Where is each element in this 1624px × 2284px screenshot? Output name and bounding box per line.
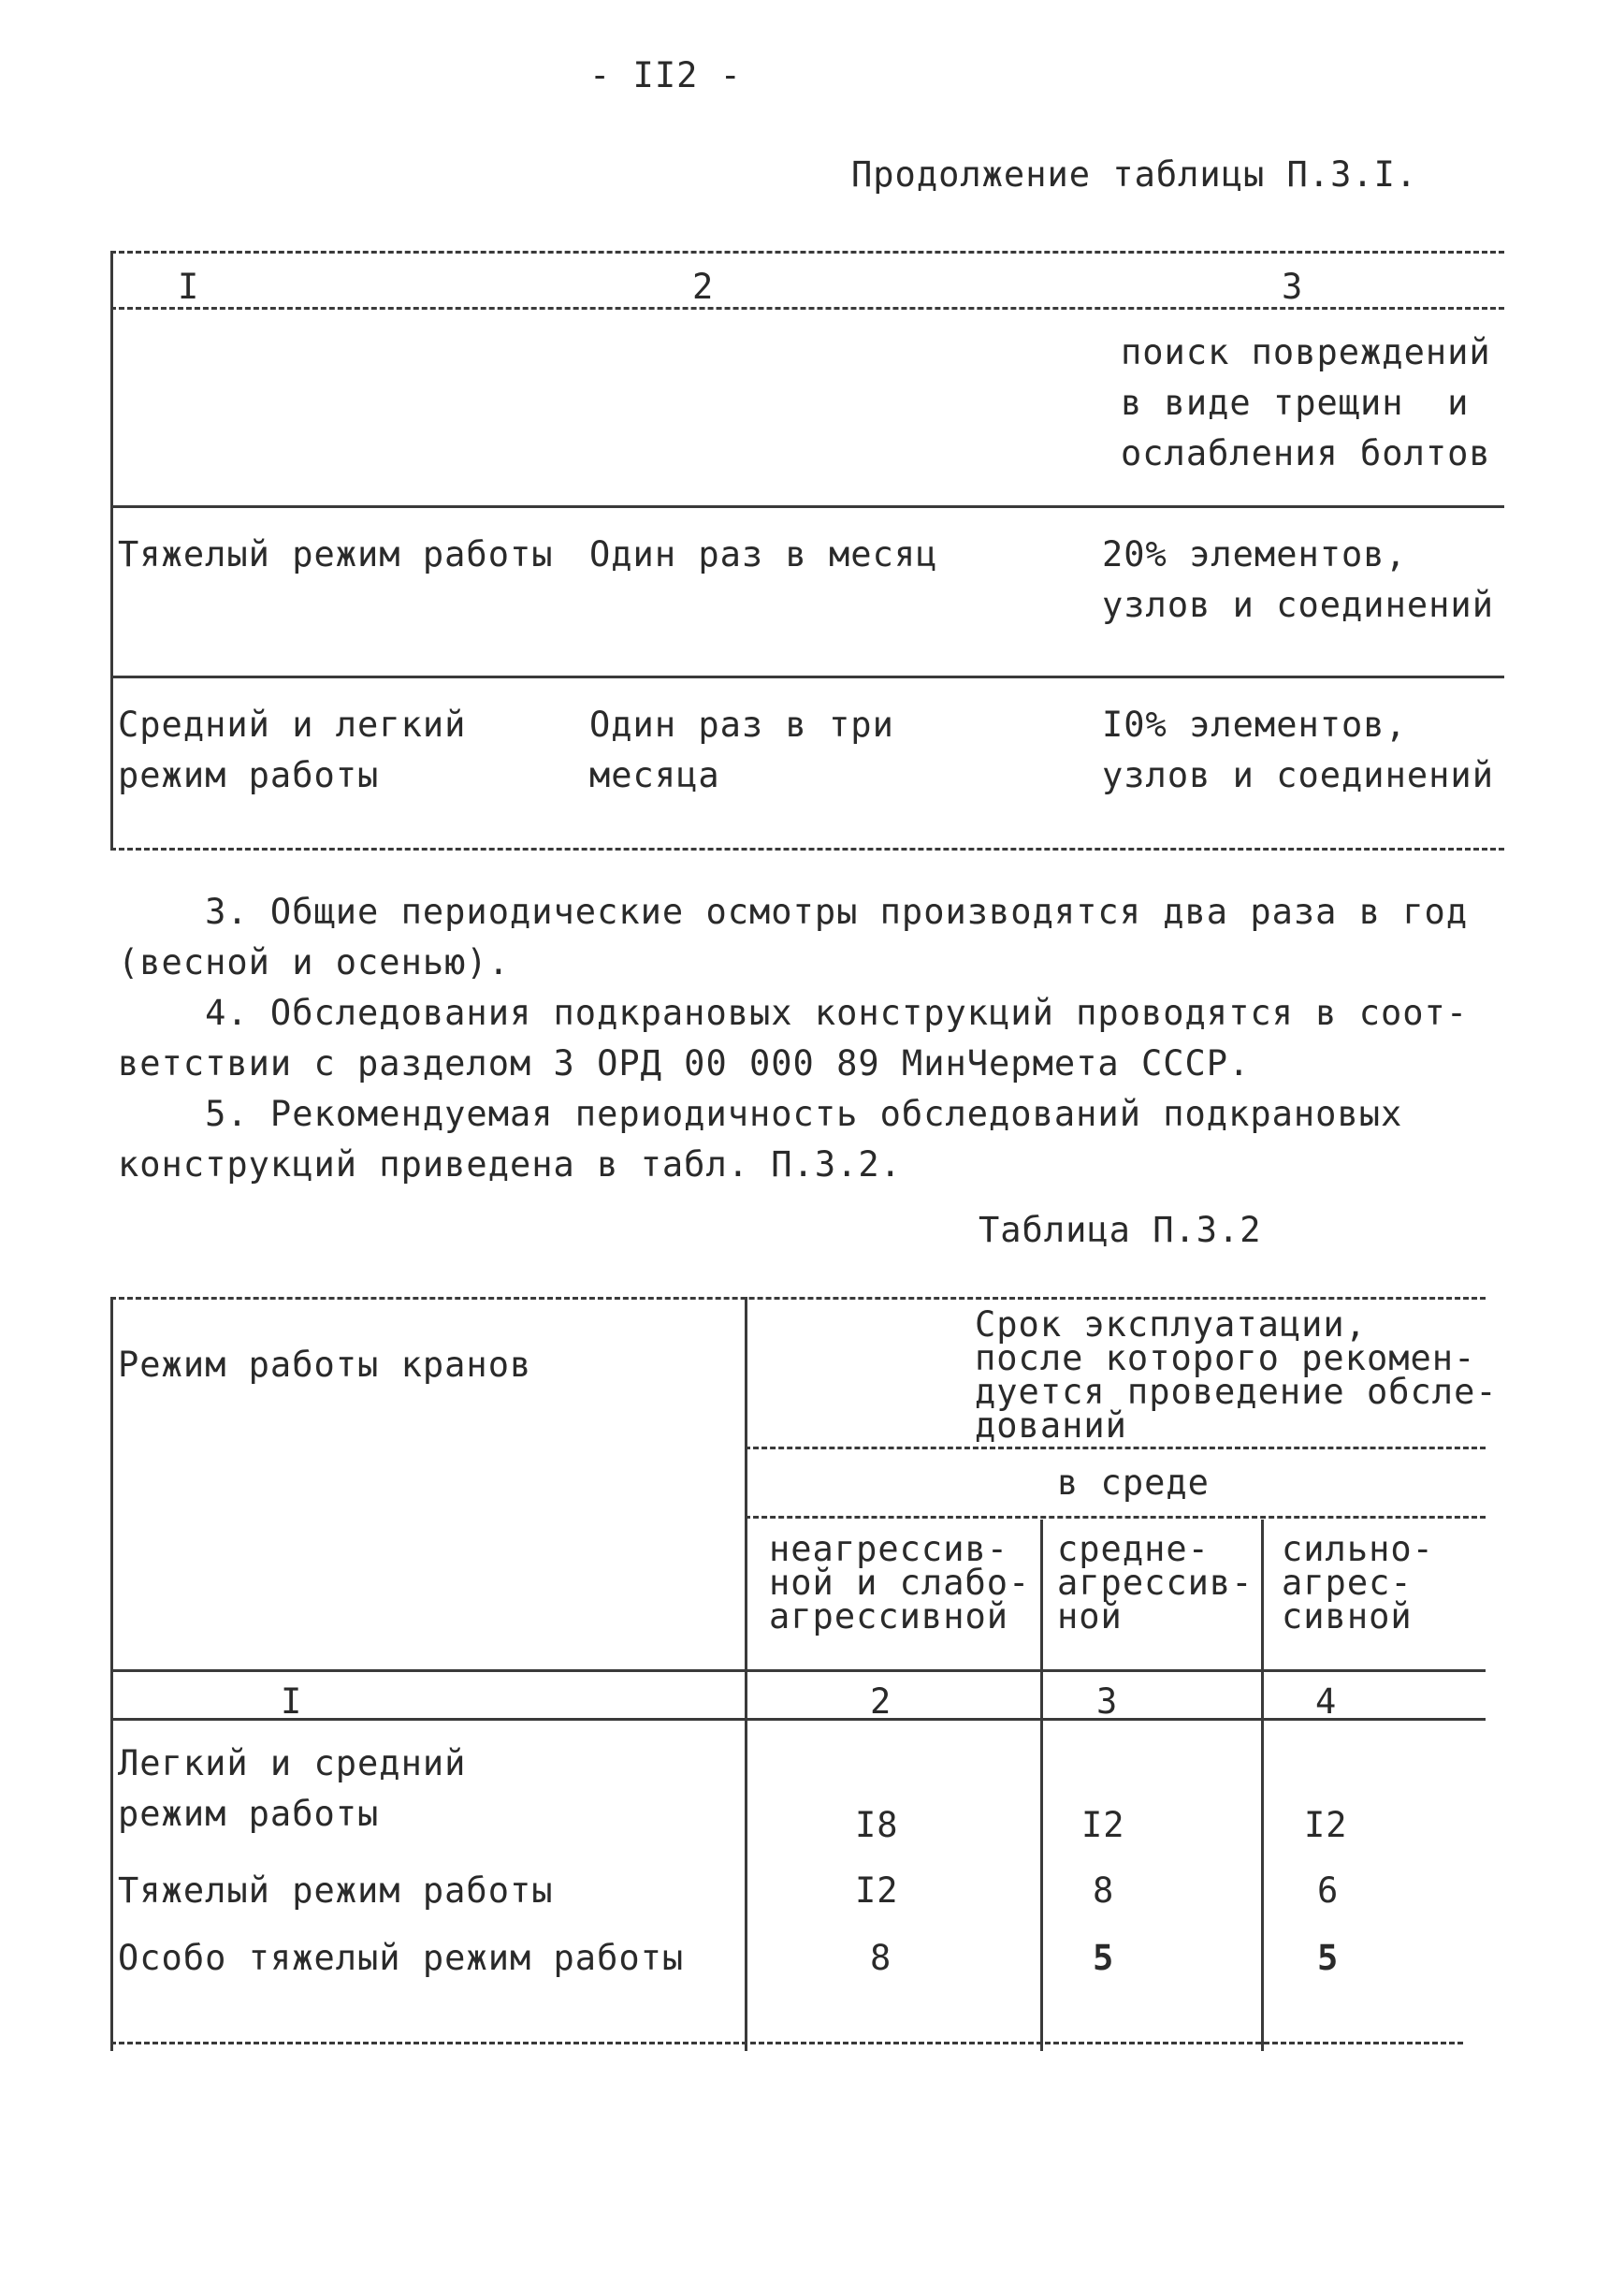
table2-row3-mode: Особо тяжелый режим работы [118,1938,685,1978]
table1-rule [110,676,1504,678]
table1-rule [110,505,1504,508]
table2-colnum-3: 3 [1096,1681,1119,1722]
table2-row3-value: 5 [1093,1938,1115,1978]
table2-header-non-aggressive: неагрессив- ной и слабо- агрессивной [769,1529,1031,1637]
table2-header-environment: в среде [1057,1462,1210,1503]
table1-rule [110,307,1504,310]
table2-row1-value: I2 [1304,1805,1348,1845]
table1-caption: Продолжение таблицы П.3.I. [851,154,1418,195]
table2-rule [110,1669,1486,1672]
table2-header-medium-aggressive: средне- агрессив- ной [1057,1529,1254,1637]
table2-header-term: Срок эксплуатации, после которого рекомен- дуется проведение обсле- дований [975,1304,1498,1446]
table1-rule [110,251,1504,254]
table2-row1-value: I2 [1081,1805,1125,1845]
table1-row1-col3: поиск повреждений в виде трещин и ослабления болтов [1121,332,1491,473]
table2-left-border [110,1297,113,2051]
table1-row3-col1: Средний и легкий режим работы [118,705,467,795]
paragraph-5: 5. Рекомендуемая периодичность обследований подкрановых конструкций приведена в табл. П.3.2. [118,1094,1403,1185]
table1-colnum-3: 3 [1282,267,1304,307]
table2-row3-value: 5 [1317,1938,1340,1978]
table1-rule [110,848,1504,851]
table1-row3-col2: Один раз в три месяца [589,705,894,795]
table2-rule [110,1297,1486,1300]
table2-row2-value: 8 [1093,1870,1115,1911]
table2-header-strong-aggressive: сильно- агрес- сивной [1282,1529,1434,1637]
table1-left-border [110,251,113,850]
table2-rule [745,1516,1486,1519]
table1-row3-col3: I0% элементов, узлов и соединений [1102,705,1494,795]
table1-colnum-1: I [178,267,200,307]
table2-colnum-4: 4 [1315,1681,1338,1722]
table2-row1-value: I8 [855,1805,899,1845]
table2-divider [1261,1520,1264,2051]
table1-row2-col3: 20% элементов, узлов и соединений [1102,534,1494,625]
table2-rule [745,1447,1486,1449]
table2-colnum-2: 2 [870,1681,892,1722]
table2-rule [110,2042,1463,2044]
page-number: - II2 - [589,55,742,95]
table2-row2-value: 6 [1317,1870,1340,1911]
table1-row2-col2: Один раз в месяц [589,534,938,575]
table2-header-mode: Режим работы кранов [118,1345,532,1385]
paragraph-3: 3. Общие периодические осмотры производятся два раза в год (весной и осенью). [118,892,1469,982]
paragraph-4: 4. Обследования подкрановых конструкций проводятся в соот- ветствии с разделом 3 ОРД 00 000 89 МинЧермета СССР. [118,993,1469,1084]
table2-caption: Таблица П.3.2 [979,1210,1262,1250]
table2-divider [1040,1520,1043,2051]
table2-row2-mode: Тяжелый режим работы [118,1870,554,1911]
table2-row1-mode: Легкий и средний режим работы [118,1743,467,1834]
table2-colnum-1: I [281,1681,303,1722]
table2-row2-value: I2 [855,1870,899,1911]
table1-colnum-2: 2 [692,267,715,307]
table1-row2-col1: Тяжелый режим работы [118,534,554,575]
table2-divider [745,1297,747,2051]
table2-rule [110,1718,1486,1721]
table2-row3-value: 8 [870,1938,892,1978]
